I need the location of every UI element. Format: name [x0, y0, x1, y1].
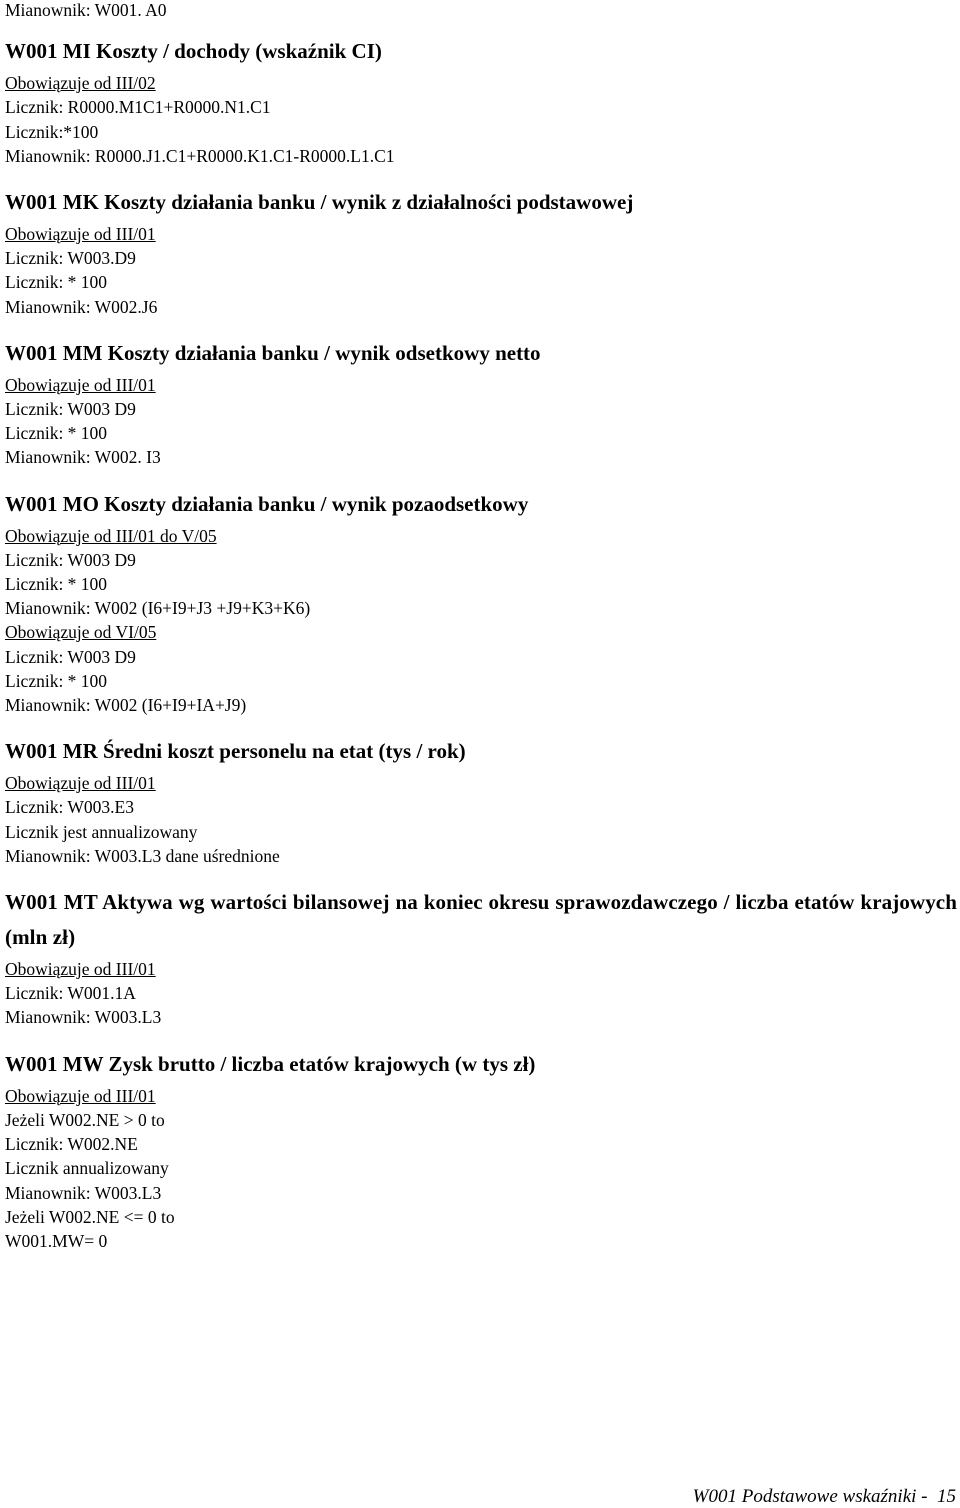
formula-line: Mianownik: W002. I3	[5, 447, 161, 468]
validity-line: Obowiązuje od III/01	[5, 374, 156, 395]
formula-line: Jeżeli W002.NE > 0 to	[5, 1109, 165, 1130]
validity-line: Obowiązuje od III/01	[5, 959, 156, 980]
validity-line: Obowiązuje od III/01 do V/05	[5, 525, 217, 546]
section-line	[5, 1084, 957, 1108]
validity-line: Obowiązuje od VI/05	[5, 622, 157, 643]
section-line	[5, 1205, 957, 1229]
validity-line: Obowiązuje od III/01	[5, 224, 156, 245]
section-line	[5, 572, 957, 596]
validity-line: Obowiązuje od III/02	[5, 73, 156, 94]
section-line	[5, 524, 957, 548]
section-heading: W001 MM Koszty działania banku / wynik odsetkowy netto	[5, 340, 541, 365]
section-line	[5, 693, 957, 717]
section-line	[5, 397, 957, 421]
section-line	[5, 596, 957, 620]
formula-line: Licznik annualizowany	[5, 1158, 169, 1179]
section-line	[5, 71, 957, 95]
formula-line: Licznik: * 100	[5, 272, 108, 293]
section-line	[5, 548, 957, 572]
section-line	[5, 246, 957, 270]
indicator-section	[5, 336, 957, 470]
formula-line: Licznik:*100	[5, 121, 99, 142]
formula-line: Licznik: * 100	[5, 423, 108, 444]
section-heading: W001 MI Koszty / dochody (wskaźnik CI)	[5, 39, 382, 64]
section-line	[5, 1108, 957, 1132]
section-line	[5, 95, 957, 119]
section-line	[5, 1156, 957, 1180]
formula-line: Licznik: W002.NE	[5, 1134, 138, 1155]
formula-line: Licznik: W003.E3	[5, 797, 134, 818]
formula-line: Mianownik: W003.L3	[5, 1182, 162, 1203]
formula-line: Licznik: * 100	[5, 670, 108, 691]
section-line	[5, 373, 957, 397]
section-line	[5, 120, 957, 144]
section-heading: W001 MK Koszty działania banku / wynik z działalności podstawowej	[5, 190, 634, 215]
section-line	[5, 421, 957, 445]
section-line	[5, 1181, 957, 1205]
indicator-section	[5, 487, 957, 718]
top-line: Mianownik: W001. A0	[5, 0, 167, 20]
formula-line: Mianownik: W002 (I6+I9+IA+J9)	[5, 695, 247, 716]
sections-container	[5, 34, 957, 1253]
formula-line: Licznik: W003 D9	[5, 549, 136, 570]
section-line	[5, 295, 957, 319]
indicator-section	[5, 885, 957, 1030]
formula-line: Licznik: W001.1A	[5, 983, 136, 1004]
formula-line: Licznik: W003 D9	[5, 646, 136, 667]
validity-line: Obowiązuje od III/01	[5, 1085, 156, 1106]
section-heading: W001 MO Koszty działania banku / wynik pozaodsetkowy	[5, 491, 529, 516]
section-line	[5, 1132, 957, 1156]
section-heading: W001 MW Zysk brutto / liczba etatów krajowych (w tys zł)	[5, 1051, 536, 1076]
section-line	[5, 620, 957, 644]
section-line	[5, 645, 957, 669]
section-line	[5, 445, 957, 469]
formula-line: Mianownik: W003.L3 dane uśrednione	[5, 845, 280, 866]
section-line	[5, 981, 957, 1005]
indicator-section	[5, 1047, 957, 1253]
section-line	[5, 270, 957, 294]
indicator-section	[5, 34, 957, 168]
section-line	[5, 1229, 957, 1253]
section-line	[5, 771, 957, 795]
formula-line: Licznik: R0000.M1C1+R0000.N1.C1	[5, 97, 271, 118]
page-footer: W001 Podstawowe wskaźniki - 15	[692, 1486, 956, 1507]
indicator-section	[5, 185, 957, 319]
section-line	[5, 795, 957, 819]
formula-line: Mianownik: R0000.J1.C1+R0000.K1.C1-R0000.L1.C1	[5, 145, 395, 166]
formula-line: Licznik jest annualizowany	[5, 821, 198, 842]
section-line	[5, 957, 957, 981]
section-line	[5, 844, 957, 868]
formula-line: Mianownik: W003.L3	[5, 1007, 162, 1028]
formula-line: Licznik: W003 D9	[5, 399, 136, 420]
formula-line: Mianownik: W002.J6	[5, 296, 158, 317]
section-line	[5, 820, 957, 844]
formula-line: Jeżeli W002.NE <= 0 to	[5, 1206, 175, 1227]
formula-line: Mianownik: W002 (I6+I9+J3 +J9+K3+K6)	[5, 598, 311, 619]
section-line	[5, 222, 957, 246]
document-body	[5, 0, 957, 1253]
formula-line: W001.MW= 0	[5, 1230, 108, 1251]
section-line	[5, 144, 957, 168]
formula-line: Licznik: * 100	[5, 574, 108, 595]
section-heading: W001 MR Średni koszt personelu na etat (tys / rok)	[5, 739, 466, 764]
section-line	[5, 669, 957, 693]
formula-line: Licznik: W003.D9	[5, 248, 136, 269]
validity-line: Obowiązuje od III/01	[5, 773, 156, 794]
indicator-section	[5, 734, 957, 868]
section-line	[5, 1005, 957, 1029]
section-heading: W001 MT Aktywa wg wartości bilansowej na koniec okresu sprawozdawczego / liczba etatów krajowych (mln zł)	[5, 890, 957, 950]
